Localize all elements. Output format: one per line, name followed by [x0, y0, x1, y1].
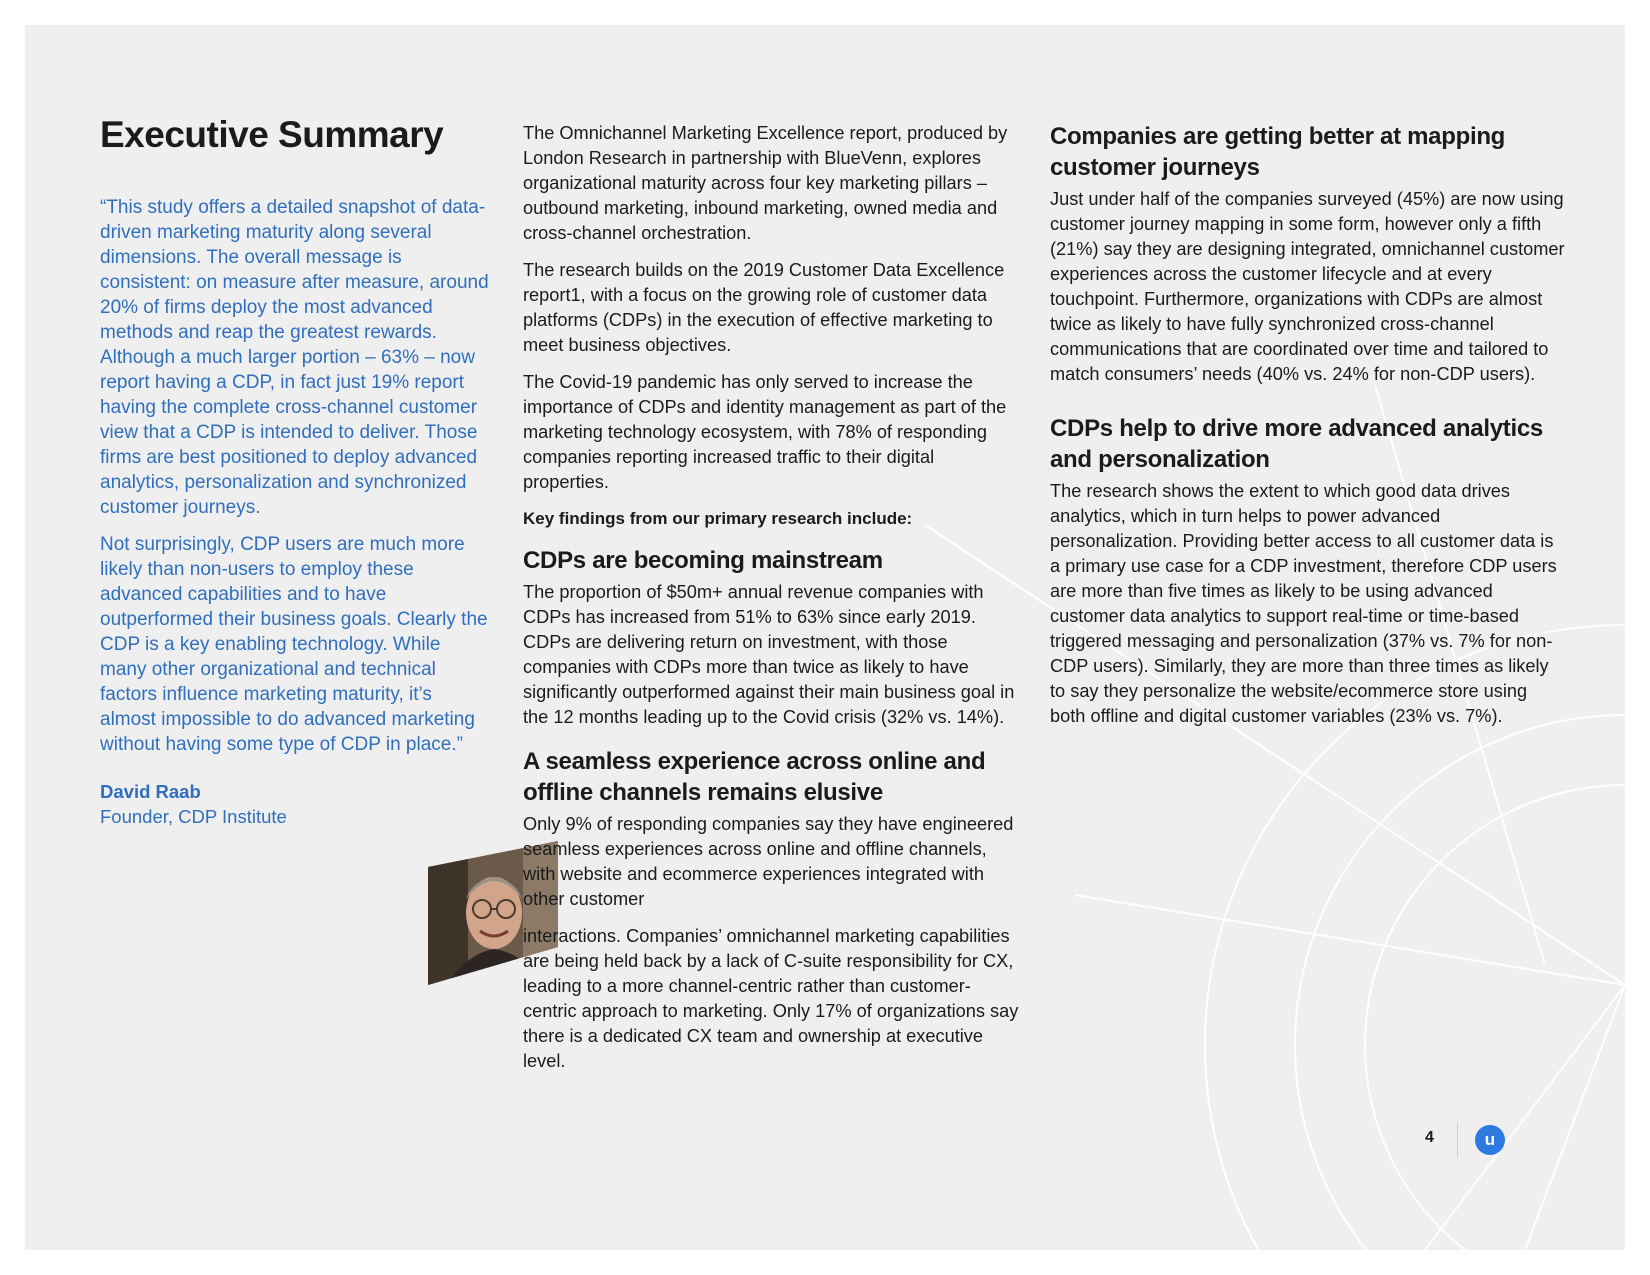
- research-paragraph: The research builds on the 2019 Customer Data Excellence report1, with a focus on the growing role of customer data platforms (CDPs) in the execution of effective marketing to meet business objectives.: [523, 260, 1005, 355]
- analytics-paragraph: The research shows the extent to which good data drives analytics, which in turn helps to power advanced personalization. Providing better access to all customer data is a primary use case for a CDP investment, therefore CDP users are more than five times as likely to be using advanced customer data analytics to support real-time or time-based triggered messaging and personalization (37% vs. 7% for non-CDP users). Similarly, they are more than three times as likely to say they personalize the website/ecommerce store using both offline and digital customer variables (23% vs. 7%).: [1050, 481, 1557, 726]
- heading-analytics-personalization: CDPs help to drive more advanced analytics and personalization: [1050, 415, 1543, 473]
- middle-column: [523, 121, 1023, 1086]
- bluevenn-logo-icon: u: [1475, 1125, 1505, 1155]
- page-title: Executive Summary: [100, 114, 444, 155]
- left-column: [100, 113, 490, 829]
- seamless-paragraph-a: Only 9% of responding companies say they have engineered seamless experiences across online and offline channels, with website and ecommerce experiences integrated with other customer: [523, 814, 1014, 909]
- intro-paragraph: The Omnichannel Marketing Excellence report, produced by London Research in partnership with BlueVenn, explores organizational maturity across four key marketing pillars – outbound marketing, inbound marketing, owned media and cross-channel orchestration.: [523, 123, 1008, 243]
- key-findings-label: Key findings from our primary research include:: [523, 509, 913, 528]
- seamless-paragraph-b: interactions. Companies’ omnichannel marketing capabilities are being held back by a lack of C-suite responsibility for CX, leading to a more channel-centric rather than customer-centric approach to marketing. Only 17% of organizations say there is a dedicated CX team and ownership at executive level.: [523, 926, 1019, 1071]
- pull-quote: [100, 195, 490, 757]
- page: [25, 25, 1625, 1250]
- journeys-paragraph: Just under half of the companies surveyed (45%) are now using customer journey mapping in some form, however only a fifth (21%) say they are designing integrated, omnichannel customer experiences across the customer lifecycle and at every touchpoint. Furthermore, organizations with CDPs are almost twice as likely to have fully synchronized cross-channel communications that are coordinated over time and tailored to match consumers’ needs (40% vs. 24% for non-CDP users).: [1050, 189, 1565, 384]
- covid-paragraph: The Covid-19 pandemic has only served to increase the importance of CDPs and identity management as part of the marketing technology ecosystem, with 78% of responding companies reporting increased traffic to their digital properties.: [523, 372, 1007, 492]
- right-column: [1050, 121, 1565, 741]
- footer-divider: [1457, 1123, 1458, 1157]
- quote-paragraph-2: Not surprisingly, CDP users are much more likely than non-users to employ these advanced capabilities and to have outperformed their business goals. Clearly the CDP is a key enabling technology. While many other organizational and technical factors influence marketing maturity, it’s almost impossible to do advanced marketing without having some type of CDP in place.”: [100, 534, 488, 755]
- mainstream-paragraph: The proportion of $50m+ annual revenue companies with CDPs has increased from 51% to 63% since early 2019. CDPs are delivering return on investment, with those companies with CDPs more than twice as likely to have significantly outperformed against their main business goal in the 12 months leading up to the Covid crisis (32% vs. 14%).: [523, 582, 1015, 727]
- page-number: 4: [1425, 1129, 1434, 1146]
- quote-paragraph-1: “This study offers a detailed snapshot of data-driven marketing maturity along several dimensions. The overall message is consistent: on measure after measure, around 20% of firms deploy the most advanced methods and reap the greatest rewards. Although a much larger portion – 63% – now report having a CDP, in fact just 19% report having the complete cross-channel customer view that a CDP is intended to deliver. Those firms are best positioned to deploy advanced analytics, personalization and synchronized customer journeys.: [100, 197, 489, 518]
- author-name: David Raab: [100, 781, 201, 802]
- heading-cdps-mainstream: CDPs are becoming mainstream: [523, 547, 883, 574]
- heading-customer-journeys: Companies are getting better at mapping customer journeys: [1050, 123, 1506, 181]
- heading-seamless-experience: A seamless experience across online and offline channels remains elusive: [523, 748, 986, 806]
- author-role: Founder, CDP Institute: [100, 806, 287, 827]
